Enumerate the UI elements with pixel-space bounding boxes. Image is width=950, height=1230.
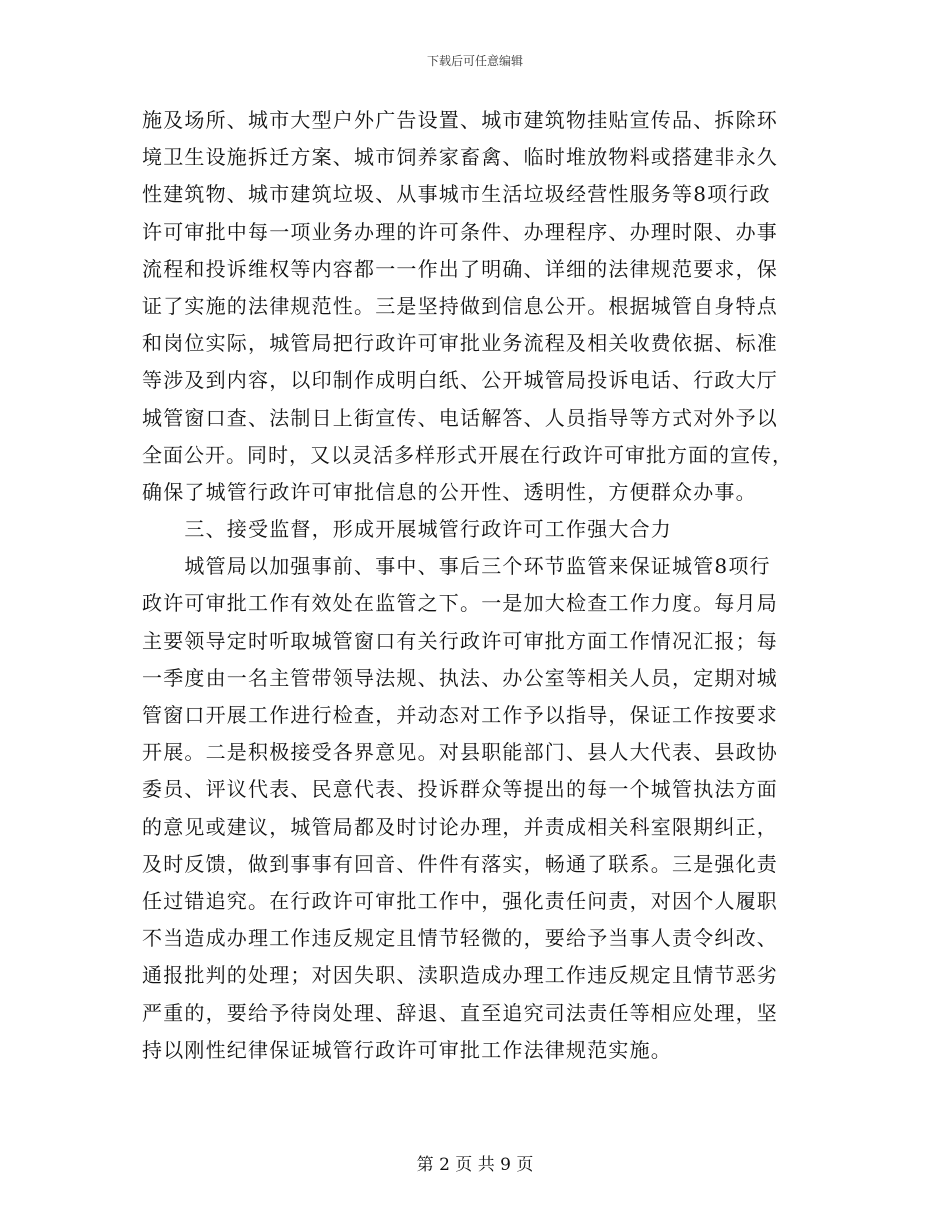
body-line: 委员、评议代表、民意代表、投诉群众等提出的每一个城管执法方面 (142, 777, 778, 802)
page-footer (0, 1154, 950, 1176)
body-line: 的意见或建议，城管局都及时讨论办理，并责成相关科室限期纠正， (142, 814, 778, 839)
body-line: 和岗位实际，城管局把行政许可审批业务流程及相关收费依据、标准 (142, 331, 778, 356)
body-line: 持以刚性纪律保证城管行政许可审批工作法律规范实施。 (142, 1037, 672, 1062)
body-line: 管窗口开展工作进行检查，并动态对工作予以指导，保证工作按要求 (142, 703, 778, 727)
body-line: 城管局以加强事前、事中、事后三个环节监管来保证城管8项行 (142, 554, 771, 579)
section-heading: 三、接受监督，形成开展城管行政许可工作强大合力 (142, 517, 672, 542)
body-line: 全面公开。同时，又以灵活多样形式开展在行政许可审批方面的宣传， (142, 442, 793, 467)
body-line: 严重的，要给予待岗处理、辞退、直至追究司法责任等相应处理，坚 (142, 1000, 778, 1025)
page-number: 第 2 页 共 9 页 (416, 1155, 534, 1175)
body-line: 等涉及到内容，以印制作成明白纸、公开城管局投诉电话、行政大厅 (142, 368, 778, 393)
header-note: 下载后可任意编辑 (426, 54, 523, 68)
body-line: 流程和投诉维权等内容都一一作出了明确、详细的法律规范要求，保 (142, 256, 778, 281)
body-line: 开展。二是积极接受各界意见。对县职能部门、县人大代表、县政协 (142, 740, 778, 765)
body-line: 一季度由一名主管带领导法规、执法、办公室等相关人员，定期对城 (142, 665, 778, 690)
body-line: 任过错追究。在行政许可审批工作中，强化责任问责，对因个人履职 (142, 888, 778, 913)
body-line: 不当造成办理工作违反规定且情节轻微的，要给予当事人责令纠改、 (142, 926, 778, 951)
body-line: 施及场所、城市大型户外广告设置、城市建筑物挂贴宣传品、拆除环 (142, 108, 778, 132)
body-line: 城管窗口查、法制日上街宣传、电话解答、人员指导等方式对外予以 (142, 405, 778, 430)
body-line: 性建筑物、城市建筑垃圾、从事城市生活垃圾经营性服务等8项行政 (142, 182, 771, 207)
body-line: 及时反馈，做到事事有回音、件件有落实，畅通了联系。三是强化责 (142, 851, 778, 876)
body-line: 证了实施的法律规范性。三是坚持做到信息公开。根据城管自身特点 (142, 293, 778, 318)
body-line: 主要领导定时听取城管窗口有关行政许可审批方面工作情况汇报；每 (142, 628, 778, 653)
body-line: 政许可审批工作有效处在监管之下。一是加大检查工作力度。每月局 (142, 591, 778, 616)
body-line: 通报批判的处理；对因失职、渎职造成办理工作违反规定且情节恶劣 (142, 963, 778, 988)
body-line: 境卫生设施拆迁方案、城市饲养家畜禽、临时堆放物料或搭建非永久 (142, 145, 778, 170)
body-line: 确保了城管行政许可审批信息的公开性、透明性，方便群众办事。 (142, 479, 757, 504)
body-line: 许可审批中每一项业务办理的许可条件、办理程序、办理时限、办事 (142, 219, 778, 244)
document-body (142, 102, 812, 1069)
